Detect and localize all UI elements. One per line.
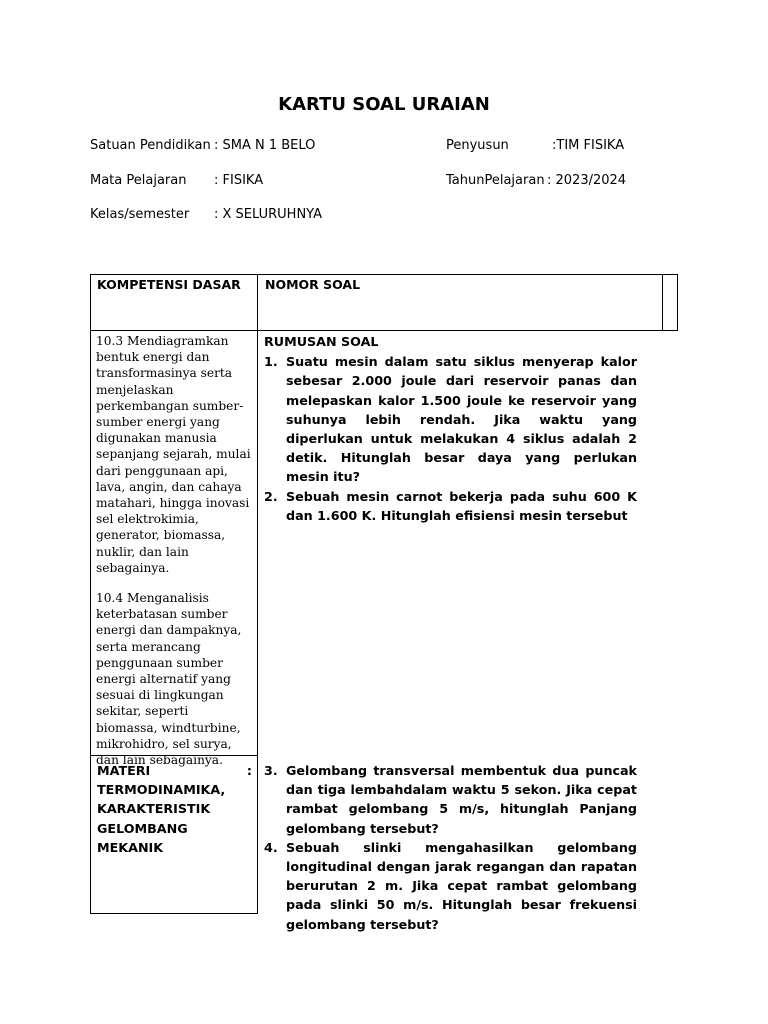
kelas-value: : X SELURUHNYA [214, 207, 322, 222]
question-number: 3. [264, 763, 278, 778]
materi-colon: : [246, 763, 252, 778]
kompetensi-dasar-text [96, 333, 252, 782]
materi-line: KARAKTERISTIK [97, 801, 211, 817]
question-item [264, 487, 637, 525]
table-header-divider [90, 330, 678, 331]
rumusan-soal [264, 332, 637, 525]
mapel-value: : FISIKA [214, 173, 264, 188]
soal-table [90, 274, 678, 932]
table-border-left [90, 274, 91, 914]
question-text: Sebuah slinki mengahasilkan gelombang longitudinal dengan jarak regangan dan rapatan berurutan 2 m. Jika cepat rambat gelombang pada slinki 50 m/s. Hitunglah besar frekuensi gelombang tersebut? [286, 839, 637, 932]
question-item [264, 761, 637, 838]
kd-item: 10.3 Mendiagramkan bentuk energi dan transformasinya serta menjelaskan perkembangan sumber-sumber energi yang digunakan manusia sepanjang sejarah, mulai dari penggunaan api, lava, angin, dan cahaya matahari, hingga inovasi sel elektrokimia, generator, biomassa, nuklir, dan lain sebagainya. [96, 334, 251, 575]
mapel-label: Mata Pelajaran [90, 173, 187, 188]
rumusan-soal-lanjutan [264, 761, 637, 934]
table-border-right [677, 274, 678, 331]
materi-label: MATERI [97, 763, 151, 778]
table-nomor-divider [662, 274, 663, 331]
question-text: Gelombang transversal membentuk dua puncak dan tiga lembahdalam waktu 5 sekon. Jika cepat rambat gelombang 5 m/s, hitunglah Panjang gelombang tersebut? [286, 763, 637, 836]
kelas-label: Kelas/semester [90, 207, 190, 222]
question-number: 2. [264, 488, 278, 504]
question-text: Sebuah mesin carnot bekerja pada suhu 600 K dan 1.600 K. Hitunglah efisiensi mesin tersebut [286, 488, 637, 523]
question-number: 4. [264, 839, 278, 855]
penyusun-label: Penyusun [446, 138, 509, 153]
satuan-value: : SMA N 1 BELO [214, 138, 316, 153]
materi-line: TERMODINAMIKA, [97, 782, 226, 798]
materi-cell [97, 761, 252, 857]
table-column-divider [257, 274, 258, 914]
table-border-top [90, 274, 678, 275]
table-border-bottom [90, 913, 258, 914]
question-number: 1. [264, 354, 278, 370]
penyusun-value: :TIM FISIKA [552, 138, 625, 153]
question-text: Suatu mesin dalam satu siklus menyerap kalor sebesar 2.000 joule dari reservoir panas dan melepaskan kalor 1.500 joule ke reservoir yang suhunya lebih rendah. Jika waktu yang diperlukan untuk melakukan 4 siklus adalah 2 detik. Hitunglah besar daya yang perlukan mesin itu? [286, 354, 637, 485]
nomor-soal-header: NOMOR SOAL [265, 277, 361, 292]
question-item [264, 838, 637, 934]
page-title: KARTU SOAL URAIAN [278, 94, 490, 115]
kd-item: 10.4 Menganalisis keterbatasan sumber energi dan dampaknya, serta merancang penggunaan sumber energi alternatif yang sesuai di lingkungan sekitar, seperti biomassa, windturbine, mikrohidro, sel surya, dan lain sebagainya. [96, 591, 242, 768]
satuan-label: Satuan Pendidikan [90, 138, 211, 153]
rumusan-header: RUMUSAN SOAL [264, 334, 379, 349]
tahun-value: : 2023/2024 [547, 173, 627, 188]
question-item [264, 352, 637, 486]
kompetensi-header: KOMPETENSI DASAR [97, 277, 241, 292]
materi-line: GELOMBANG MEKANIK [97, 820, 188, 855]
tahun-label: TahunPelajaran [446, 173, 545, 188]
